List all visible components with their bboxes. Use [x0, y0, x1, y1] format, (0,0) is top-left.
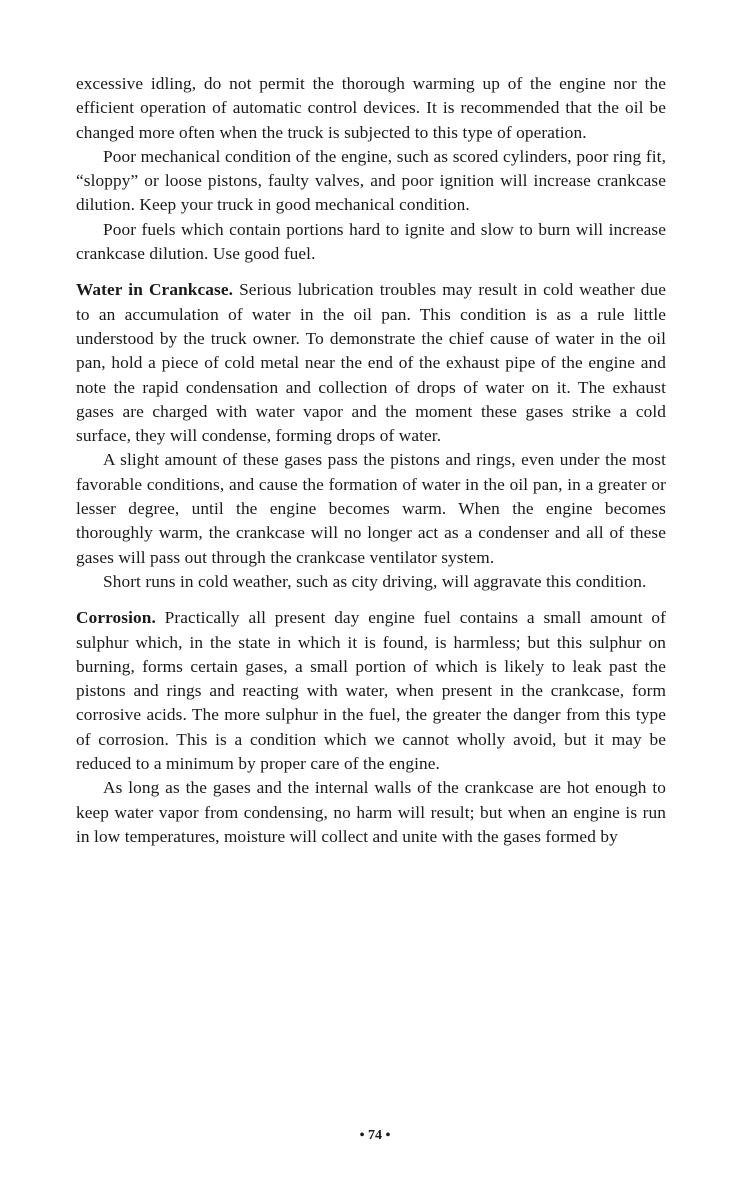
paragraph-text: Poor fuels which contain portions hard to ignite and slow to burn will increase crankcase dilution. Use good fuel.	[76, 219, 666, 264]
paragraph-slight-amount	[76, 448, 666, 569]
paragraph-text: Practically all present day engine fuel contains a small amount of sulphur which, in the state in which it is found, is harmless; but this sulphur on burning, forms certain gases, a small portion of which is likely to leak past the pistons and rings and reacting with water, when present in the crankcase, form corrosive acids. The more sulphur in the fuel, the greater the danger from this type of corrosion. This is a condition which we cannot wholly avoid, but it may be reduced to a minimum by proper care of the engine.	[76, 608, 666, 774]
section-corrosion	[76, 606, 666, 776]
section-heading: Corrosion.	[76, 608, 156, 628]
paragraph-short-runs	[76, 570, 666, 594]
page-number: • 74 •	[359, 1128, 391, 1143]
paragraph-text: A slight amount of these gases pass the pistons and rings, even under the most favorable conditions, and cause the formation of water in the oil pan, in a greater or lesser degree, until the engine becomes warm. When the engine becomes thoroughly warm, the crankcase will no longer act as a condenser and all of these gases will pass out through the crankcase ventilator system.	[76, 450, 666, 567]
paragraph-poor-fuels	[76, 218, 666, 267]
paragraph-mechanical-condition	[76, 145, 666, 218]
page-body	[76, 72, 666, 849]
paragraph-text: Serious lubrication troubles may result in cold weather due to an accumulation of water in the oil pan. This condition is as a rule little understood by the truck owner. To demonstrate the chief cause of water in the oil pan, hold a piece of cold metal near the end of the exhaust pipe of the engine and note the rapid condensation and collection of drops of water on it. The exhaust gases are charged with water vapor and the moment these gases strike a cold surface, they will condense, forming drops of water.	[76, 280, 667, 446]
paragraph-text: excessive idling, do not permit the thorough warming up of the engine nor the efficient operation of automatic control devices. It is recommended that the oil be changed more often when the truck is subjected to this type of operation.	[76, 74, 666, 142]
section-water-in-crankcase	[76, 278, 666, 448]
paragraph-text: As long as the gases and the internal walls of the crankcase are hot enough to keep water vapor from condensing, no harm will result; but when an engine is run in low temperatures, moisture will collect and unite with the gases formed by	[76, 778, 666, 846]
paragraph-text: Poor mechanical condition of the engine, such as scored cylinders, poor ring fit, “sloppy” or loose pistons, faulty valves, and poor ignition will increase crankcase dilution. Keep your truck in good mechanical condition.	[76, 146, 666, 215]
paragraph-as-long-as	[76, 776, 666, 849]
section-heading: Water in Crankcase.	[76, 280, 234, 300]
paragraph-continuation	[76, 72, 666, 145]
paragraph-text: Short runs in cold weather, such as city driving, will aggravate this condition.	[103, 571, 647, 591]
